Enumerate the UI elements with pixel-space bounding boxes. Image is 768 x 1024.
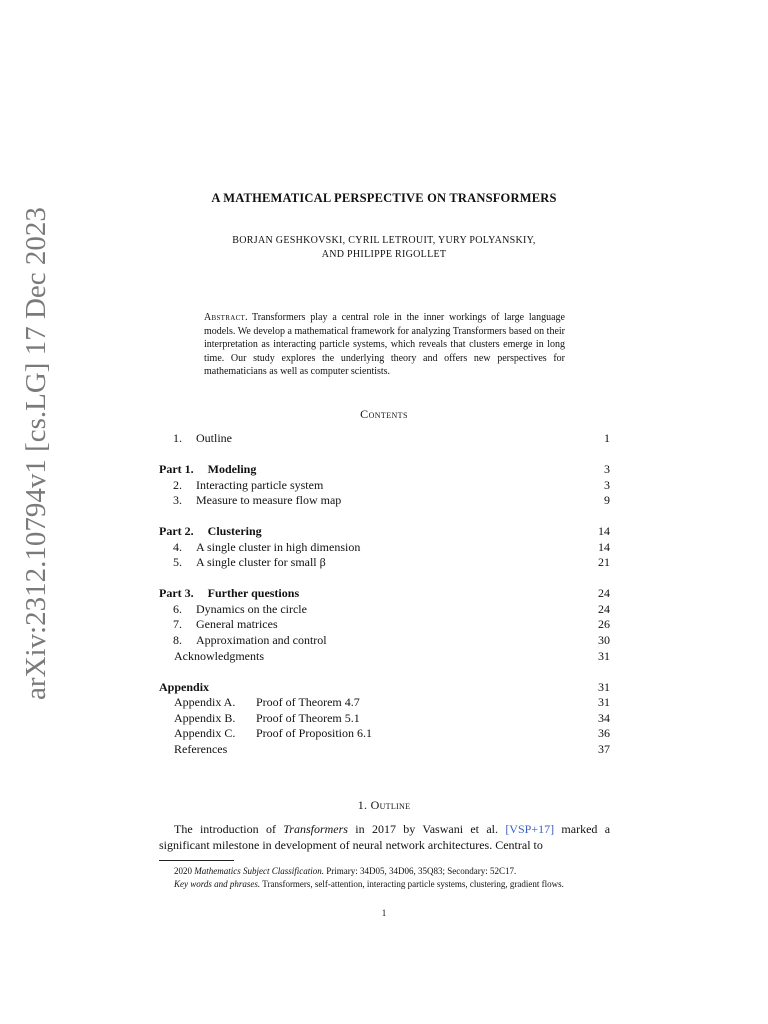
toc-entry-page: 30 <box>598 633 610 647</box>
toc-part-title: Further questions <box>207 586 300 600</box>
toc-part-title: Clustering <box>207 524 262 538</box>
toc-part-title: Modeling <box>207 462 257 476</box>
toc-part-entry[interactable] <box>159 461 610 477</box>
footnote-line-2: Key words and phrases. Transformers, self-attention, interacting particle systems, clustering, gradient flows. <box>174 879 564 889</box>
toc-entry[interactable] <box>159 430 610 446</box>
toc-entry-number: 1. <box>173 431 182 445</box>
toc-entry-page: 3 <box>604 462 610 476</box>
authors-line-2: AND PHILIPPE RIGOLLET <box>321 249 447 260</box>
toc-entry[interactable] <box>159 554 610 570</box>
contents-heading: Contents <box>360 407 408 421</box>
toc-part-entry[interactable] <box>159 679 610 695</box>
toc-entry[interactable] <box>159 725 610 741</box>
toc-entry-title: Dynamics on the circle <box>196 602 307 616</box>
toc-entry-number: 2. <box>173 478 182 492</box>
toc-entry-page: 24 <box>598 602 610 616</box>
toc-entry-title: Approximation and control <box>196 633 327 647</box>
toc-entry-number: 7. <box>173 617 182 631</box>
toc-entry-page: 1 <box>604 431 610 445</box>
toc-entry[interactable] <box>159 492 610 508</box>
toc-entry-title: General matrices <box>196 617 278 631</box>
toc-part-title: Appendix <box>159 680 210 694</box>
toc-entry-page: 36 <box>598 726 610 740</box>
arxiv-identifier-stamp: arXiv:2312.10794v1 [cs.LG] 17 Dec 2023 <box>20 207 52 700</box>
toc-entry-page: 37 <box>598 742 610 756</box>
citation-link[interactable]: [VSP+17] <box>505 822 555 836</box>
toc-entry[interactable] <box>159 477 610 493</box>
body-paragraph: The introduction of Transformers in 2017 by Vaswani et al. [VSP+17] marked a significant milestone in development of neural network architectures. Central to <box>159 822 611 852</box>
section-number: 1. <box>357 798 368 812</box>
toc-entry[interactable] <box>159 601 610 617</box>
toc-entry-number: 5. <box>173 555 182 569</box>
toc-entry-number: 3. <box>173 493 182 507</box>
toc-entry-page: 3 <box>604 478 610 492</box>
footnote <box>159 865 610 891</box>
toc-entry-page: 26 <box>598 617 610 631</box>
toc-part-entry[interactable] <box>159 523 610 539</box>
section-title: Outline <box>370 798 411 812</box>
toc-entry-title: Proof of Theorem 4.7 <box>256 695 360 709</box>
toc-entry-page: 14 <box>598 524 610 538</box>
toc-entry-title: A single cluster for small β <box>196 555 326 569</box>
toc-entry[interactable] <box>159 616 610 632</box>
toc-entry[interactable] <box>159 694 610 710</box>
toc-entry-page: 34 <box>598 711 610 725</box>
footnote-divider <box>159 860 234 861</box>
toc-entry-number: 6. <box>173 602 182 616</box>
toc-entry-title: Proof of Proposition 6.1 <box>256 726 373 740</box>
toc-part-entry[interactable] <box>159 585 610 601</box>
toc-entry-number: Appendix C. <box>174 726 236 740</box>
authors-line-1: BORJAN GESHKOVSKI, CYRIL LETROUIT, YURY POLYANSKIY, <box>232 235 536 246</box>
toc-entry-page: 24 <box>598 586 610 600</box>
abstract <box>204 311 565 379</box>
toc-entry[interactable] <box>159 632 610 648</box>
page-number: 1 <box>381 908 387 918</box>
toc-entry-number: 4. <box>173 540 182 554</box>
toc-entry[interactable] <box>159 648 610 664</box>
section-heading <box>0 798 768 813</box>
toc-entry-number: 8. <box>173 633 182 647</box>
toc-entry-title: References <box>174 742 228 756</box>
toc-entry[interactable] <box>159 539 610 555</box>
toc-entry-title: Interacting particle system <box>196 478 324 492</box>
toc-entry[interactable] <box>159 741 610 757</box>
toc-entry-number: Appendix B. <box>174 711 236 725</box>
toc-entry-page: 31 <box>598 695 610 709</box>
abstract-text: Transformers play a central role in the inner workings of large language models. We develop a mathematical framework for analyzing Transformers based on their interpretation as interacting particle systems, which reveals that clusters emerge in long time. Our study explores the underlying theory and offers new perspectives for mathematicians as well as computer scientists. <box>204 312 565 377</box>
toc-entry-title: Outline <box>196 431 232 445</box>
toc-entry-page: 9 <box>604 493 610 507</box>
toc-entry-page: 31 <box>598 649 610 663</box>
toc-part-label: Part 3. <box>159 586 194 600</box>
toc-entry-title: Acknowledgments <box>174 649 264 663</box>
toc-entry-page: 14 <box>598 540 610 554</box>
toc-entry-title: Proof of Theorem 5.1 <box>256 711 360 725</box>
toc-entry[interactable] <box>159 710 610 726</box>
footnote-line-1: 2020 Mathematics Subject Classification. Primary: 34D05, 34D06, 35Q83; Secondary: 52C17. <box>174 866 517 876</box>
author-list <box>0 234 768 262</box>
toc-entry-title: Measure to measure flow map <box>196 493 342 507</box>
abstract-label: Abstract. <box>204 312 248 323</box>
toc-entry-number: Appendix A. <box>174 695 236 709</box>
toc-entry-title: A single cluster in high dimension <box>196 540 361 554</box>
toc-entry-page: 31 <box>598 680 610 694</box>
toc-part-label: Part 1. <box>159 462 194 476</box>
toc-part-label: Part 2. <box>159 524 194 538</box>
emphasized-term: Transformers <box>283 822 348 836</box>
paper-title: A MATHEMATICAL PERSPECTIVE ON TRANSFORMERS <box>211 191 557 205</box>
toc-entry-page: 21 <box>598 555 610 569</box>
